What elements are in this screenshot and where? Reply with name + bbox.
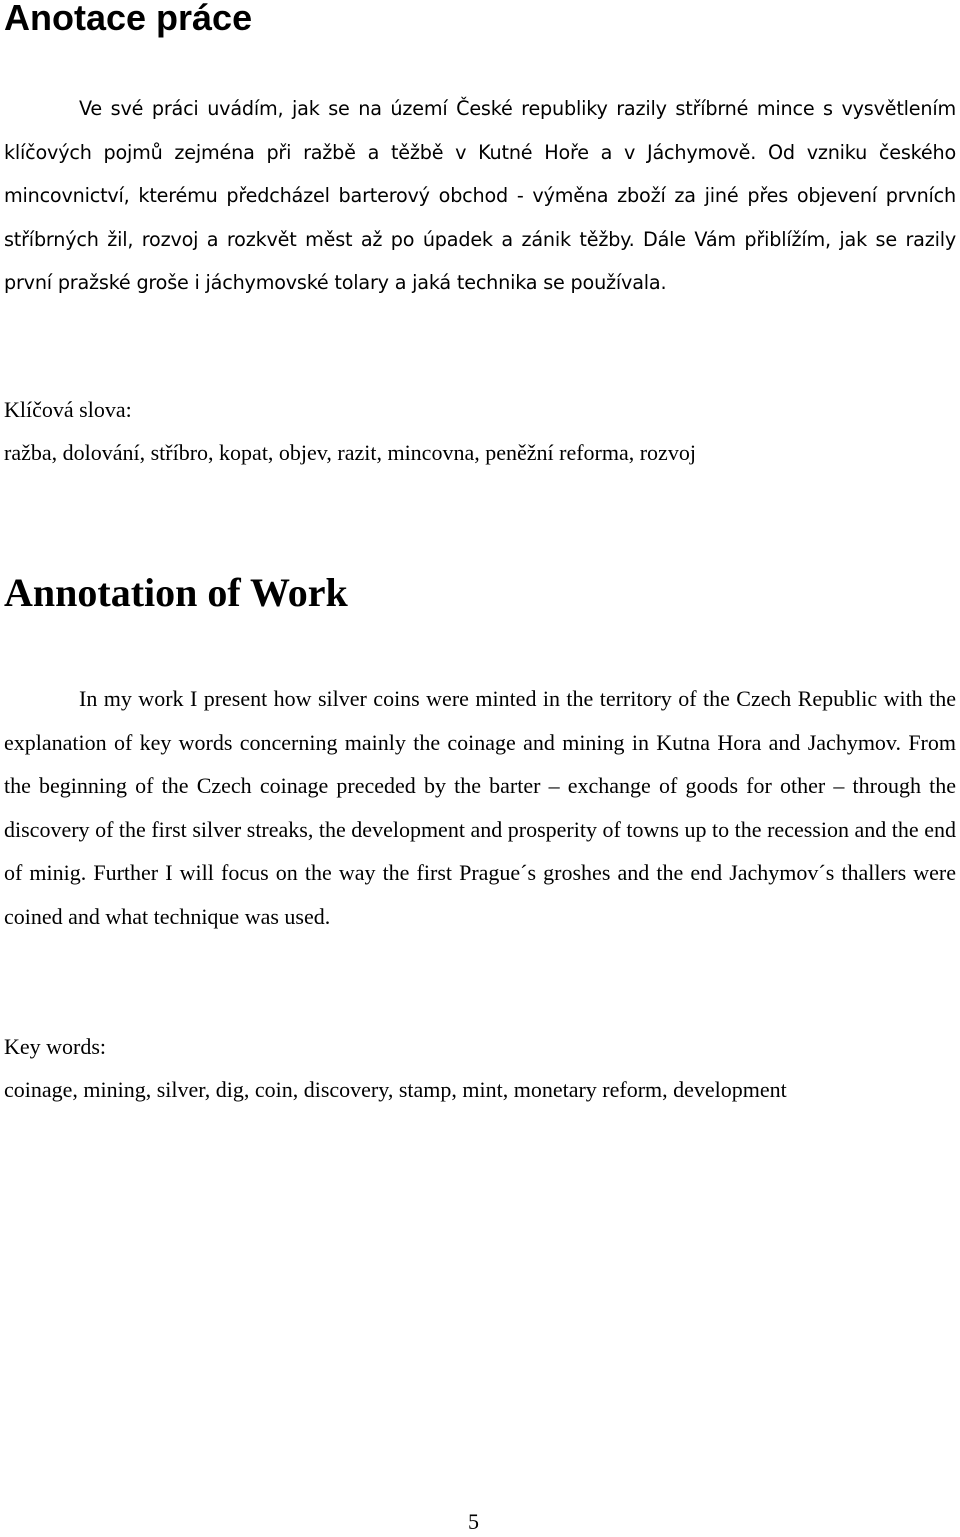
czech-keywords-label: Klíčová slova: xyxy=(4,397,132,422)
czech-keywords-list: ražba, dolování, stříbro, kopat, objev, razit, mincovna, peněžní reforma, rozvoj xyxy=(4,440,696,465)
english-keywords-list: coinage, mining, silver, dig, coin, discovery, stamp, mint, monetary reform, development xyxy=(4,1077,787,1102)
english-keywords-label: Key words: xyxy=(4,1034,107,1059)
english-annotation-paragraph: In my work I present how silver coins were minted in the territory of the Czech Republic with the explanation of key words concerning mainly the coinage and mining in Kutna Hora and Jachymov. From the beginning of the Czech coinage preceded by the barter – exchange of goods for other – through the discovery of the first silver streaks, the development and prosperity of towns up to the recession and the end of minig. Further I will focus on the way the first Prague´s groshes and the end Jachymov´s thallers were coined and what technique was used. xyxy=(4,686,956,929)
page-number: 5 xyxy=(468,1509,479,1534)
czech-section-title: Anotace práce xyxy=(4,0,253,38)
czech-annotation-paragraph: Ve své práci uvádím, jak se na území České republiky razily stříbrné mince s vysvětlením klíčových pojmů zejména při ražbě a těžbě v Kutné Hoře a v Jáchymově. Od vzniku českého mincovnictví, kterému předcházel barterový obchod - výměna zboží za jiné přes objevení prvních stříbrných žil, rozvoj a rozkvět měst až po úpadek a zánik těžby. Dále Vám přiblížím, jak se razily první pražské groše i jáchymovské tolary a jaká technika se používala. xyxy=(4,97,956,294)
english-section-title: Annotation of Work xyxy=(4,570,348,615)
